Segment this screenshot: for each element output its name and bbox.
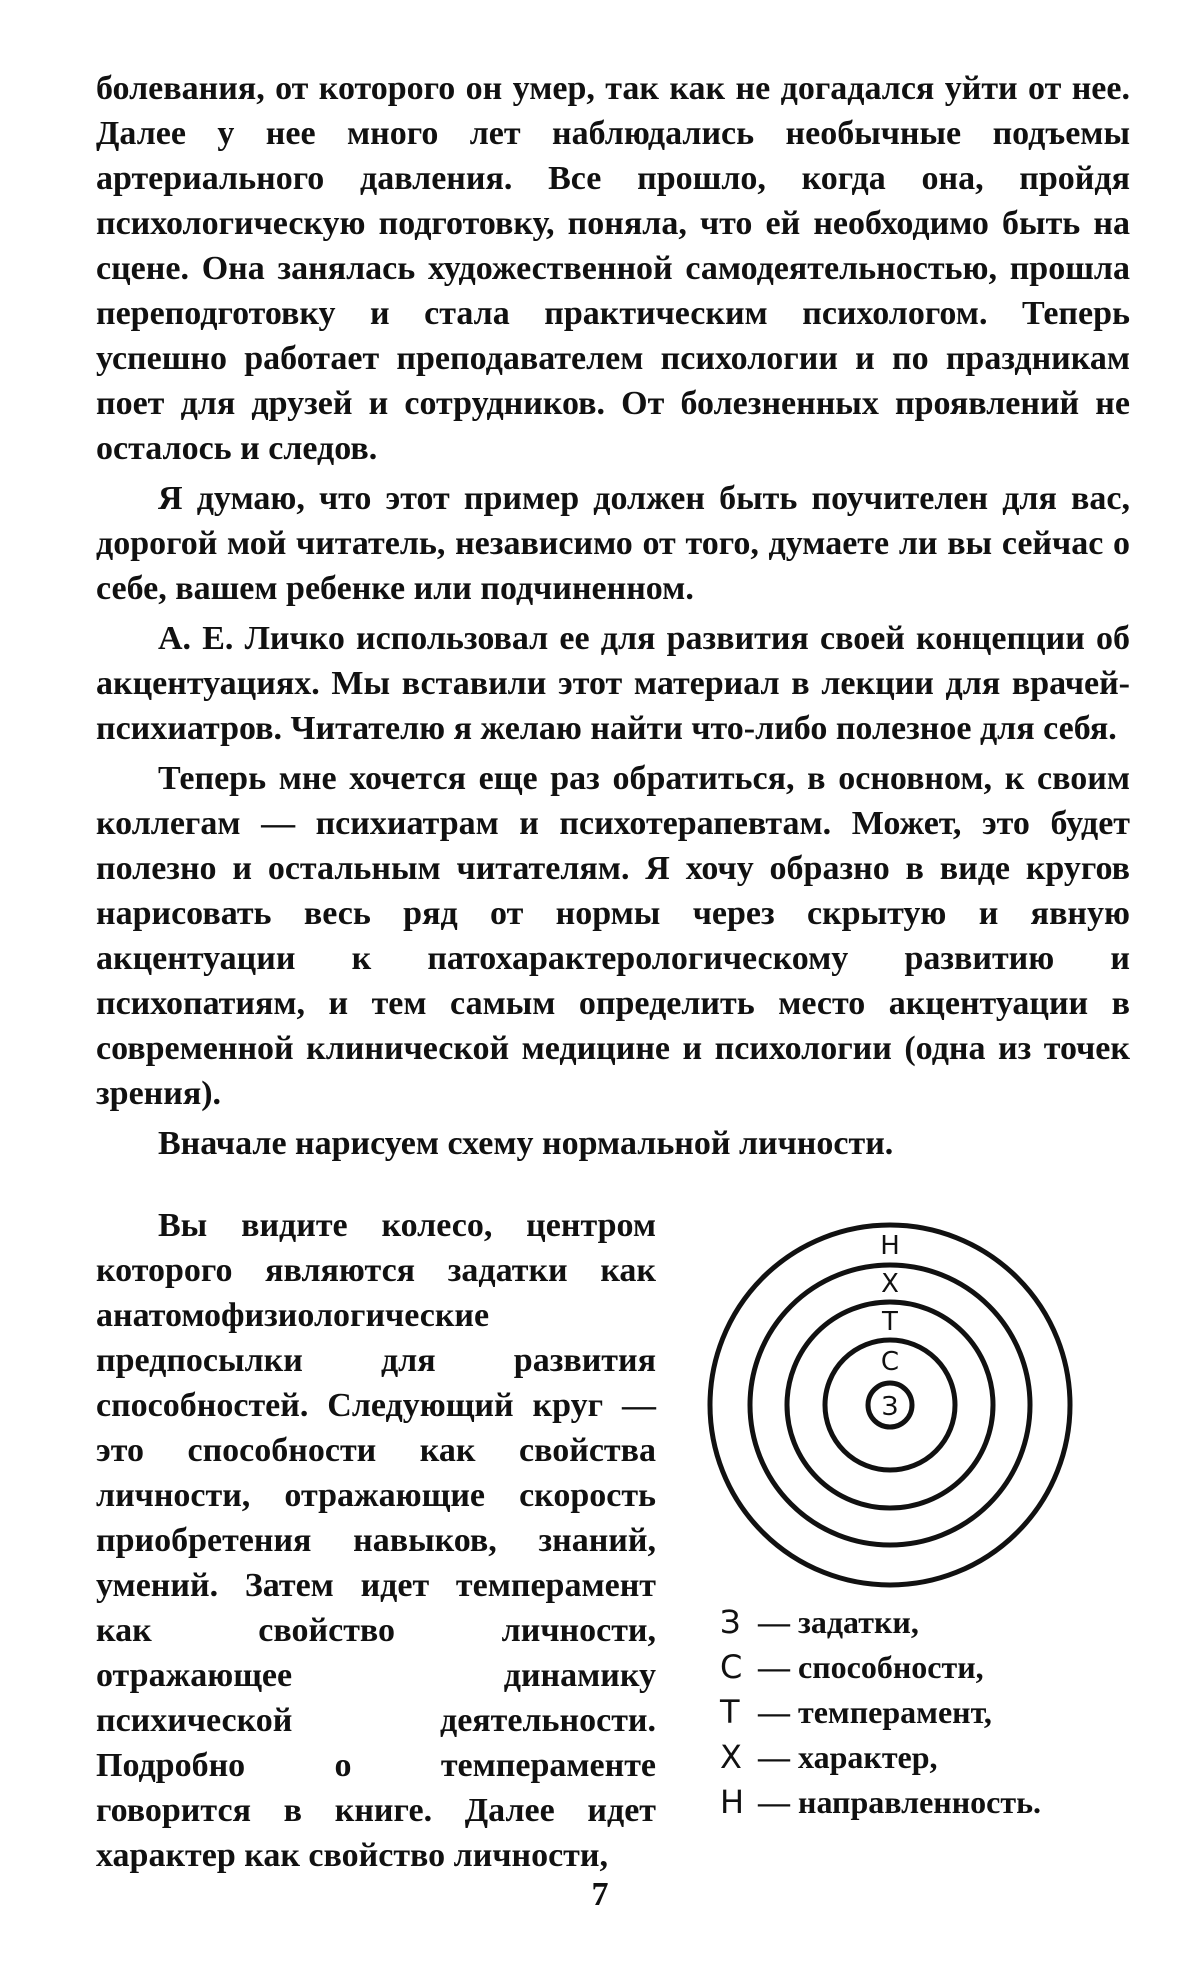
paragraph: А. Е. Личко использовал ее для развития своей концепции об акцентуациях. Мы вставили этот материал в лекции для врачей-психиатров. Читателю я желаю найти что-либо полезное для себя.	[96, 620, 1130, 747]
personality-circles-diagram	[700, 1190, 1120, 1610]
ring-label-t: Т	[882, 1307, 898, 1337]
paragraph: Теперь мне хочется еще раз обратиться, в основном, к своим коллегам — психиатрам и психотерапевтам. Может, это будет полезно и остальным читателям. Я хочу образно в виде кругов нарисовать весь ряд от нормы через скрытую и явную акцентуации к патохарактерологическому развитию и психопатиям, и тем самым определить место акцентуации в современной клинической медицине и психологии (одна из точек зрения).	[96, 760, 1130, 1112]
ring-label-c: С	[880, 1347, 900, 1377]
legend-text: — темперамент,	[758, 1694, 992, 1730]
legend-item	[720, 1645, 1140, 1690]
wrapped-text	[96, 1203, 656, 1878]
paragraph-wrapped: Вы видите колесо, центром которого являются задатки как анатомофизиологические предпосылки для развития способностей. Следующий круг — это способности как свойства личности, отражающие скорость приобретения навыков, знаний, умений. Затем идет темперамент как свойство личности, отражающее динамику психической деятельности. Подробно о темпераменте говорится в книге. Далее идет характер как свойство личности,	[96, 1207, 656, 1874]
paragraph: Я думаю, что этот пример должен быть поучителен для вас, дорогой мой читатель, независимо от того, думаете ли вы сейчас о себе, вашем ребенке или подчиненном.	[96, 480, 1130, 607]
page-number: 7	[591, 1876, 609, 1913]
legend-text: — направленность.	[758, 1784, 1041, 1820]
paragraph: Вначале нарисуем схему нормальной личности.	[158, 1125, 894, 1162]
legend-item	[720, 1780, 1140, 1825]
ring-label-x: Х	[881, 1269, 899, 1299]
ring-label-z: З	[881, 1392, 899, 1422]
legend-item	[720, 1600, 1140, 1645]
legend-text: — задатки,	[758, 1604, 919, 1640]
legend-letter: С	[720, 1648, 743, 1686]
paragraph-continuation: болевания, от которого он умер, так как не догадался уйти от нее. Далее у нее много лет наблюдались необычные подъемы артериального давления. Все прошло, когда она, пройдя психологическую подготовку, поняла, что ей необходимо быть на сцене. Она занялась художественной самодеятельностью, прошла переподготовку и стала практическим психологом. Теперь успешно работает преподавателем психологии и по праздникам поет для друзей и сотрудников. От болезненных проявлений не осталось и следов.	[96, 70, 1130, 467]
legend-letter: Х	[720, 1738, 742, 1776]
legend-letter: Т	[720, 1693, 740, 1731]
ring-label-n: Н	[880, 1231, 900, 1261]
diagram-legend	[720, 1600, 1140, 1825]
legend-item	[720, 1690, 1140, 1735]
main-text	[96, 66, 1130, 1166]
legend-item	[720, 1735, 1140, 1780]
legend-text: — характер,	[758, 1739, 938, 1775]
legend-letter: З	[720, 1603, 741, 1641]
legend-text: — способности,	[758, 1649, 984, 1685]
legend-letter: Н	[720, 1783, 745, 1821]
